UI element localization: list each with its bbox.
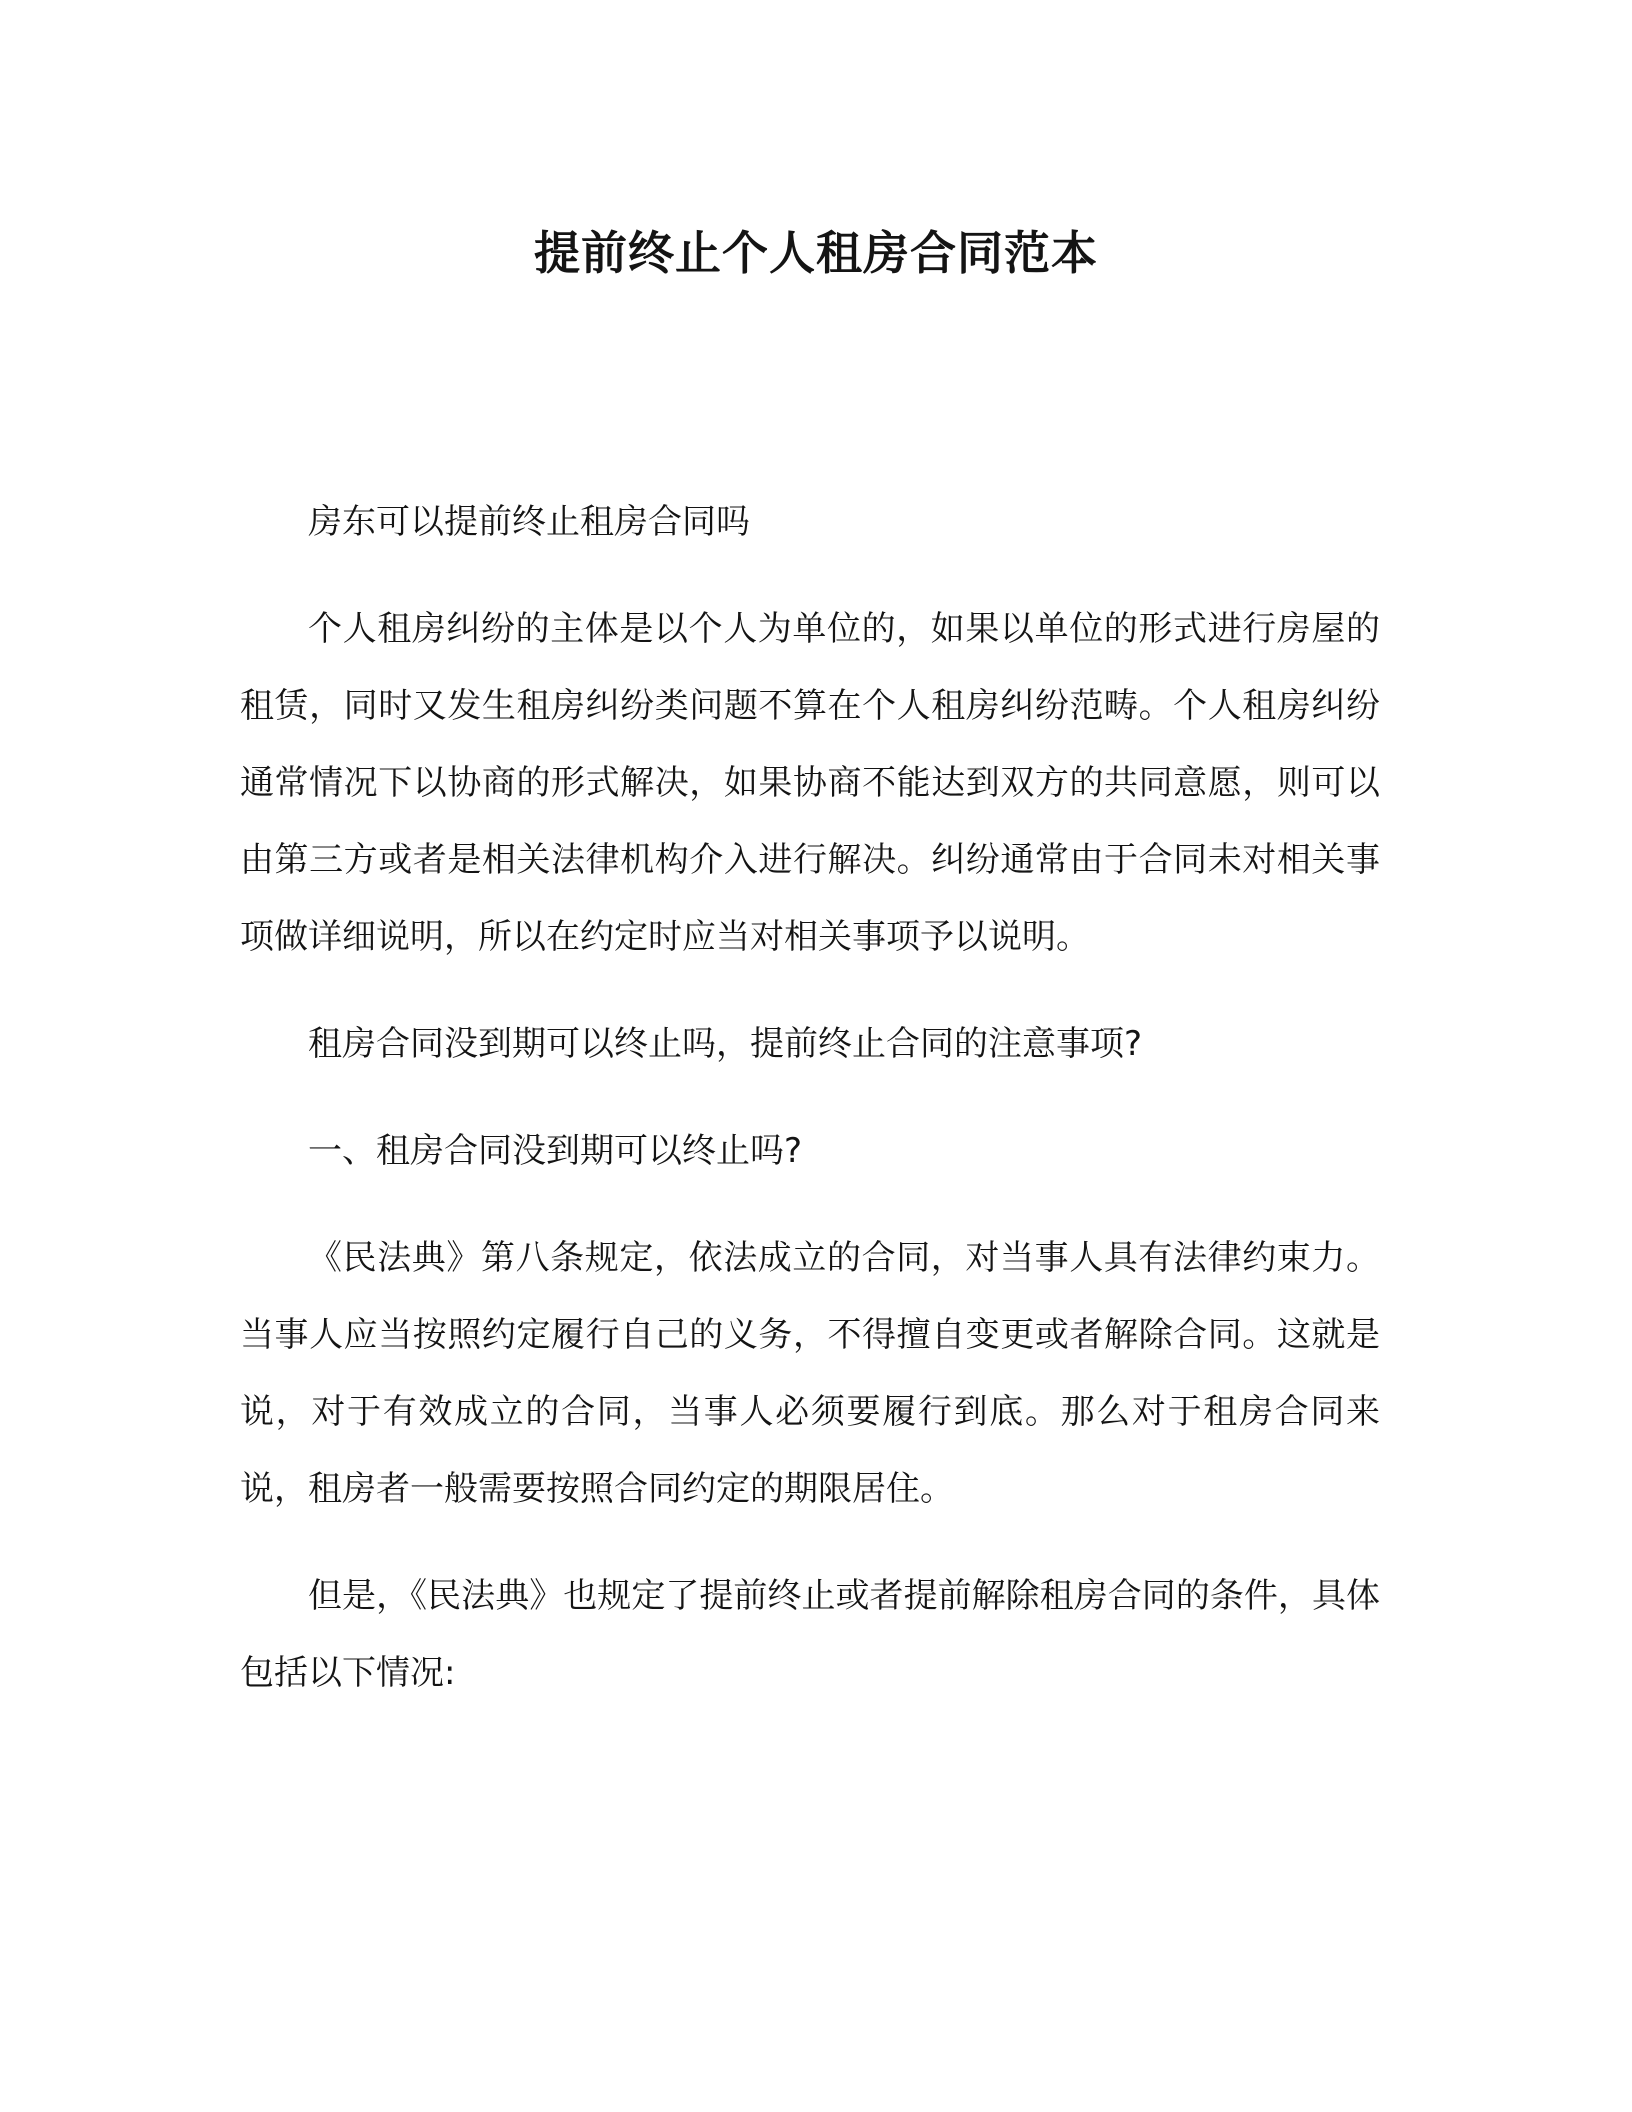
document-title: 提前终止个人租房合同范本 — [534, 226, 1098, 280]
document-body — [240, 484, 1380, 1742]
paragraph-dispute-overview: 个人租房纠纷的主体是以个人为单位的，如果以单位的形式进行房屋的租赁，同时又发生租房纠纷类问题不算在个人租房纠纷范畴。个人租房纠纷通常情况下以协商的形式解决，如果协商不能达到双方的共同意愿，则可以由第三方或者是相关法律机构介入进行解决。纠纷通常由于合同未对相关事项做详细说明，所以在约定时应当对相关事项予以说明。 — [240, 609, 1380, 957]
paragraph-landlord-question: 房东可以提前终止租房合同吗 — [308, 502, 750, 542]
paragraph-termination-conditions: 但是，《民法典》也规定了提前终止或者提前解除租房合同的条件，具体包括以下情况: — [240, 1576, 1380, 1693]
paragraph-civil-code-article: 《民法典》第八条规定，依法成立的合同，对当事人具有法律约束力。当事人应当按照约定履行自己的义务，不得擅自变更或者解除合同。这就是说，对于有效成立的合同，当事人必须要履行到底。那么对于租房合同来说，租房者一般需要按照合同约定的期限居住。 — [240, 1238, 1380, 1509]
section-heading-one: 一、租房合同没到期可以终止吗? — [308, 1131, 803, 1171]
paragraph-early-termination-question: 租房合同没到期可以终止吗，提前终止合同的注意事项? — [308, 1024, 1143, 1064]
